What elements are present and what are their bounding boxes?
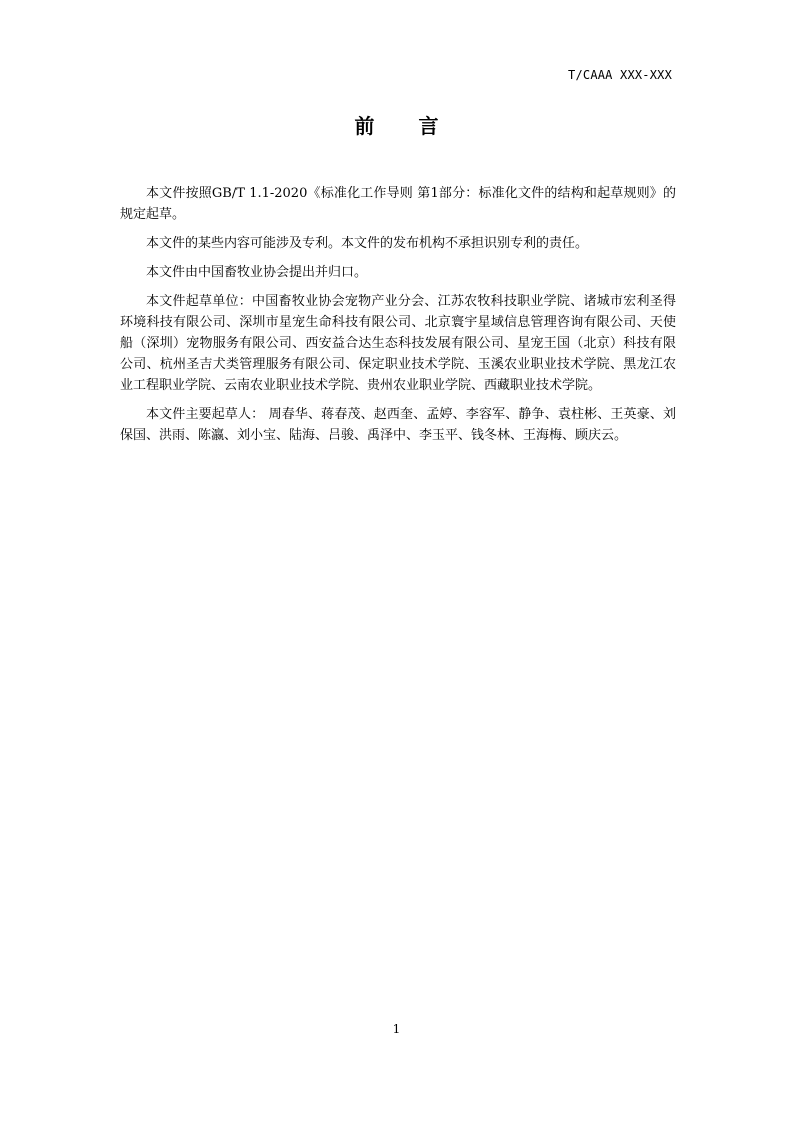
page-number: 1: [392, 1022, 401, 1036]
paragraph-drafters: 本文件主要起草人： 周春华、蒋春茂、赵西奎、孟婷、李容军、静争、袁柱彬、王英豪、刘保国、洪雨、陈瀛、刘小宝、陆海、吕骏、禹泽中、李玉平、钱冬林、王海梅、顾庆云。: [120, 407, 676, 443]
document-code: T/CAAA XXX-XXX: [568, 68, 672, 82]
paragraph-patent-notice: 本文件的某些内容可能涉及专利。本文件的发布机构不承担识别专利的责任。: [146, 236, 589, 251]
paragraph-proposer: 本文件由中国畜牧业协会提出并归口。: [146, 265, 368, 280]
page-title: 前言: [354, 114, 483, 138]
paragraph-drafting-rules: 本文件按照GB/T 1.1-2020《标准化工作导则 第1部分：标准化文件的结构和起草规则》的规定起草。: [120, 186, 676, 222]
foreword-body: [120, 183, 676, 454]
paragraph-drafting-units: 本文件起草单位：中国畜牧业协会宠物产业分会、江苏农牧科技职业学院、诸城市宏利圣得环境科技有限公司、深圳市星宠生命科技有限公司、北京寰宇星域信息管理咨询有限公司、天使船（深圳）宠物服务有限公司、西安益合达生态科技发展有限公司、星宠王国（北京）科技有限公司、杭州圣吉犬类管理服务有限公司、保定职业技术学院、玉溪农业职业技术学院、黑龙江农业工程职业学院、云南农业职业技术学院、贵州农业职业学院、西藏职业技术学院。: [120, 294, 676, 393]
